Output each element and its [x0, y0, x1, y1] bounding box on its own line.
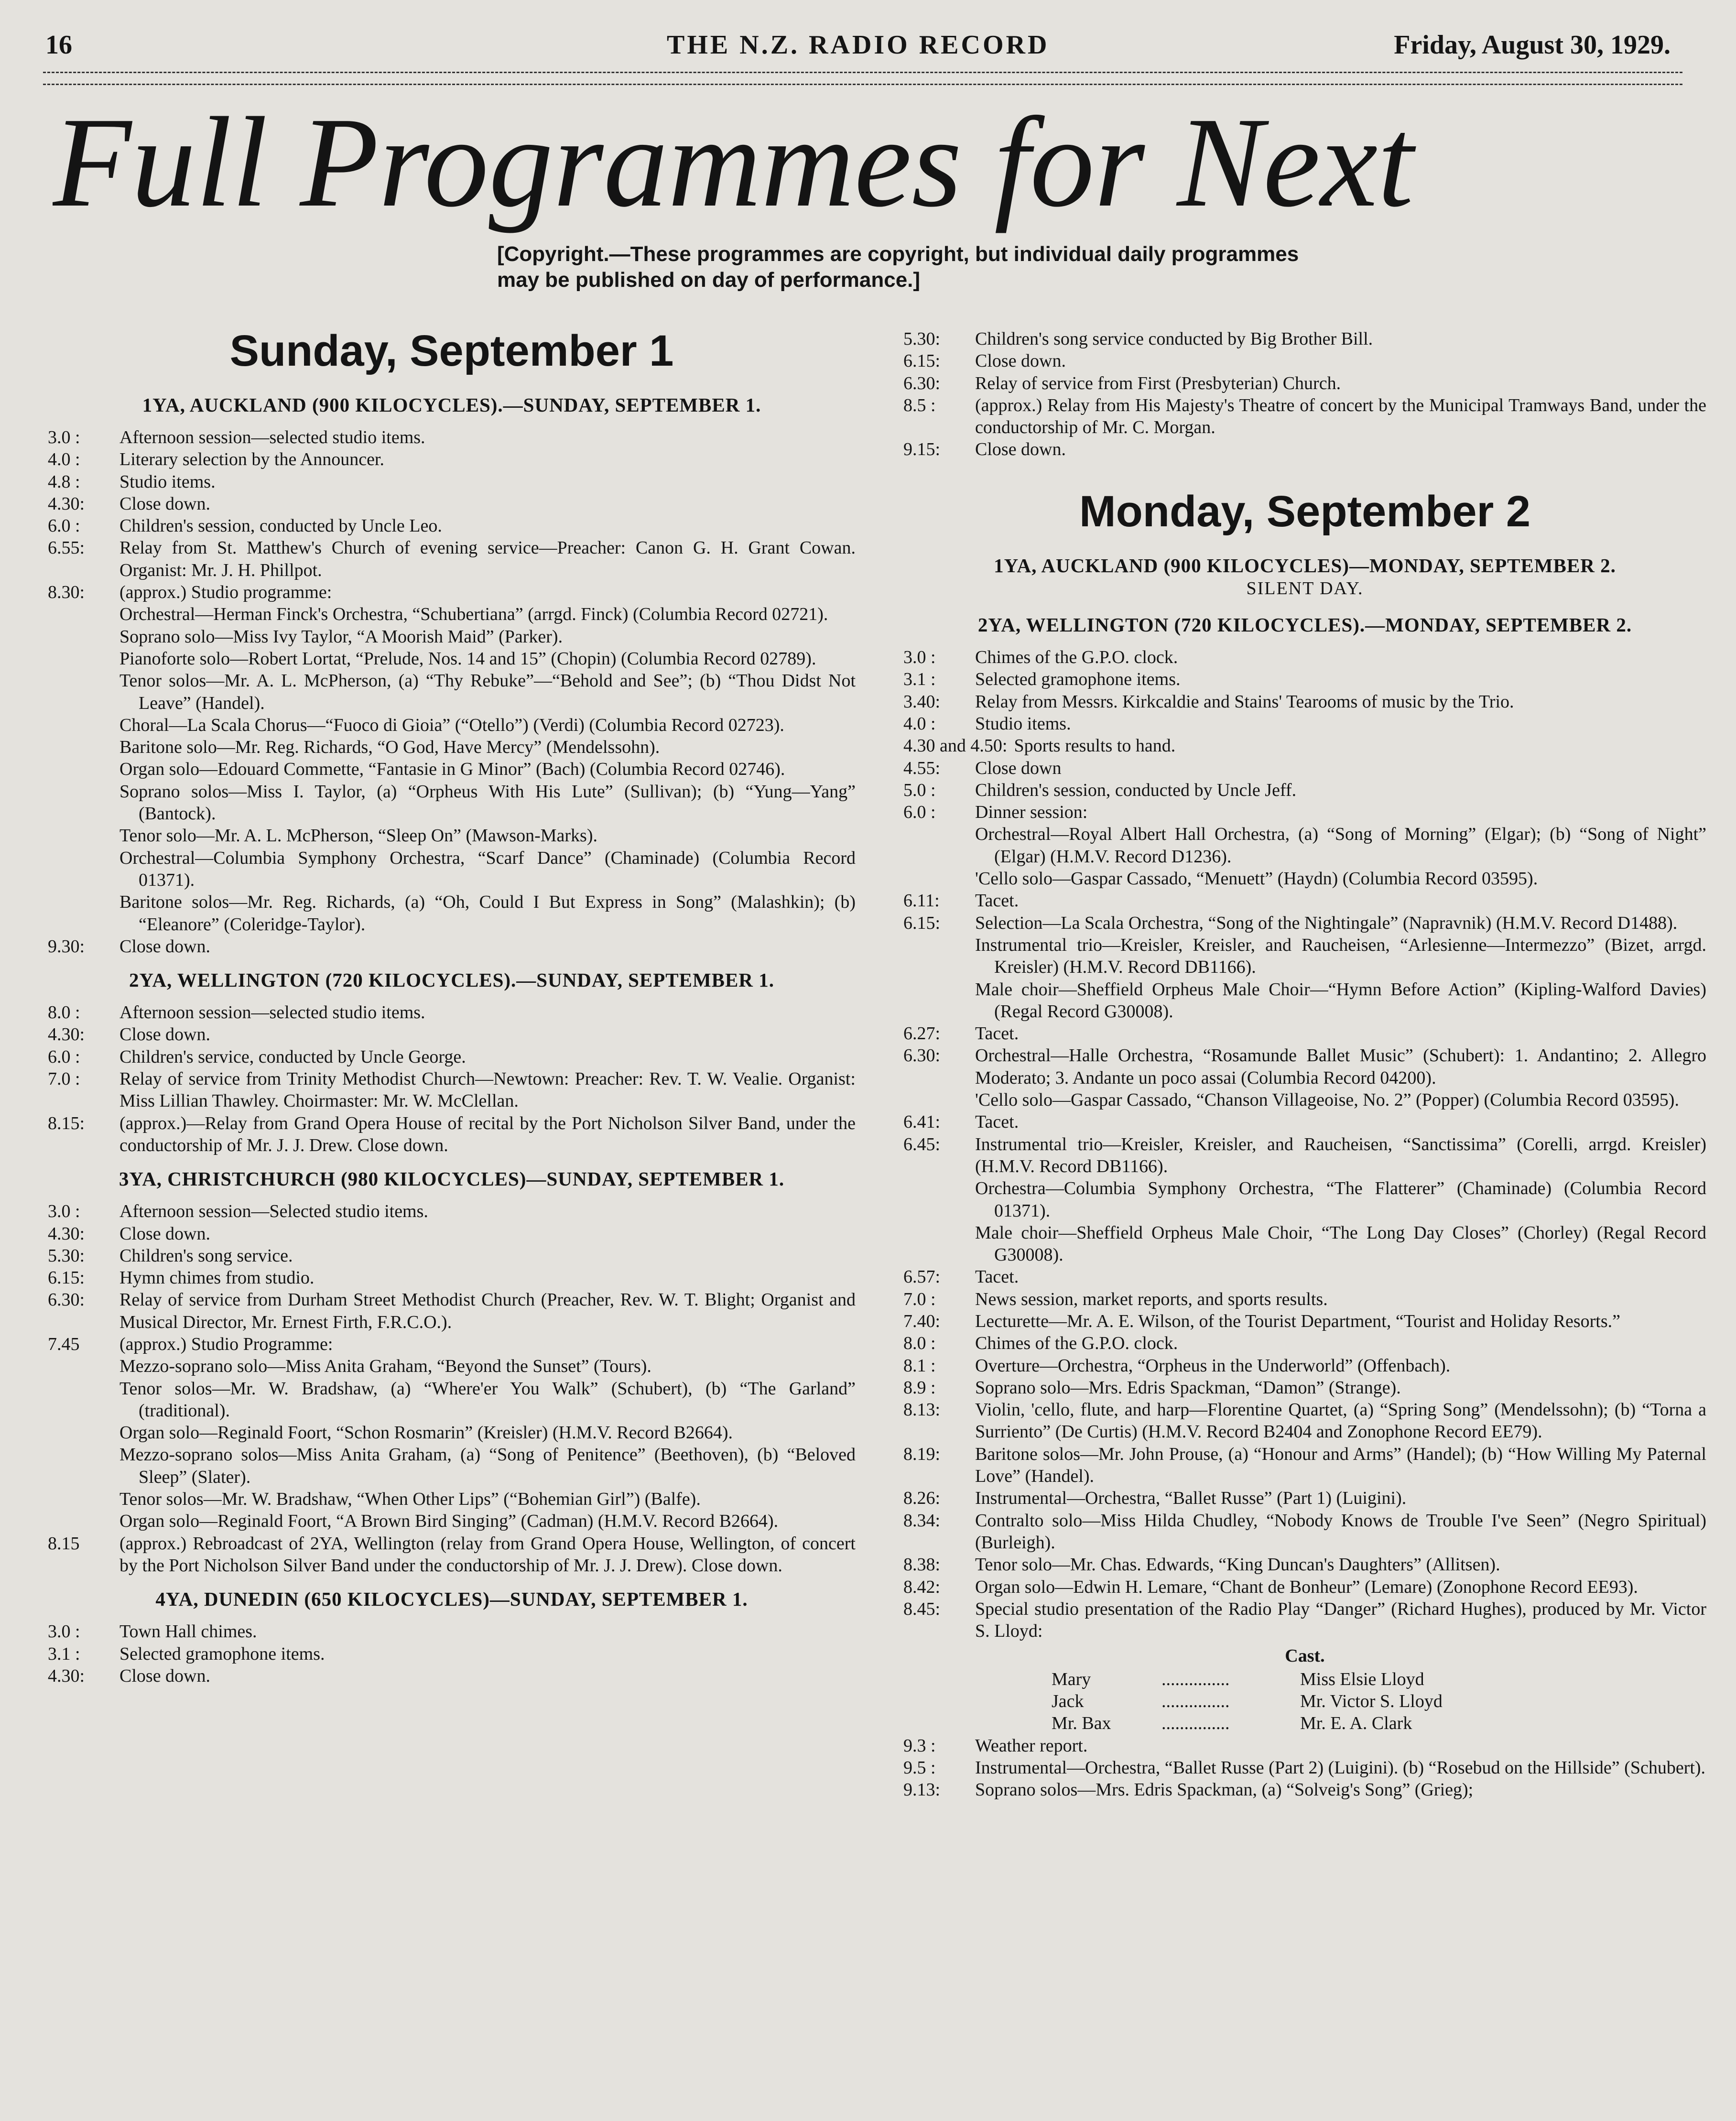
programme-entry — [903, 438, 1706, 460]
programme-item — [48, 1355, 856, 1377]
entry-time: 6.30: — [48, 1290, 85, 1310]
entry-time: 6.0 : — [48, 1046, 80, 1067]
programme-item — [48, 670, 856, 714]
programme-entry — [903, 328, 1706, 350]
entry-time: 6.15: — [903, 913, 941, 933]
programme-entry — [903, 1288, 1706, 1310]
item-text: Male choir—Sheffield Orpheus Male Choir, “The Long Day Closes” (Chorley) (Regal Record G30008). — [975, 1222, 1706, 1265]
programme-entry — [48, 1068, 856, 1112]
programme-entry — [903, 668, 1706, 690]
entry-time: 9.5 : — [903, 1757, 936, 1778]
entry-time: 8.15 — [48, 1533, 80, 1554]
programme-entry — [903, 394, 1706, 439]
programme-entry — [903, 1598, 1706, 1642]
programme-entry — [903, 890, 1706, 912]
page-header — [45, 30, 1671, 68]
programme-entry — [903, 801, 1706, 823]
programme-entry — [48, 1665, 856, 1687]
programme-item — [903, 1222, 1706, 1266]
entry-description: News session, market reports, and sports results. — [975, 1289, 1328, 1309]
entry-time: 3.0 : — [48, 1201, 80, 1222]
entry-description: Afternoon session—selected studio items. — [119, 427, 425, 447]
item-text: 'Cello solo—Gaspar Cassado, “Chanson Villageoise, No. 2” (Popper) (Columbia Record 03595). — [975, 1090, 1679, 1110]
entry-time: 8.5 : — [903, 395, 936, 415]
programme-entry — [48, 1112, 856, 1157]
entry-time: 6.27: — [903, 1023, 941, 1044]
cast-dots: ............... — [1161, 1713, 1230, 1734]
station-heading: 2YA, WELLINGTON (720 KILOCYCLES).—SUNDAY, SEPTEMBER 1. — [129, 969, 774, 991]
programme-entry — [48, 1046, 856, 1068]
programme-entry — [48, 1001, 856, 1023]
entry-time: 6.30: — [903, 1045, 941, 1066]
right-column — [903, 328, 1706, 1801]
entry-description: Selected gramophone items. — [975, 669, 1181, 690]
entry-description: Special studio presentation of the Radio Play “Danger” (Richard Hughes), produced by Mr. Victor S. Lloyd: — [975, 1599, 1706, 1642]
programme-entry — [903, 1332, 1706, 1354]
programme-entry — [903, 1443, 1706, 1488]
entry-time: 4.55: — [903, 758, 941, 778]
entry-time: 8.1 : — [903, 1355, 936, 1376]
entry-time: 6.11: — [903, 891, 940, 911]
item-text: Orchestral—Columbia Symphony Orchestra, “Scarf Dance” (Chaminade) (Columbia Record 01371). — [119, 848, 856, 890]
station-groups — [48, 393, 856, 1687]
item-text: Tenor solos—Mr. W. Bradshaw, (a) “Where'er You Walk” (Schubert), (b) “The Garland” (traditional). — [119, 1378, 856, 1421]
programme-item — [48, 603, 856, 625]
entry-description: Close down — [975, 758, 1062, 778]
entry-description: Close down. — [119, 493, 210, 514]
entry-description: Tenor solo—Mr. Chas. Edwards, “King Duncan's Daughters” (Allitsen). — [975, 1555, 1500, 1575]
programme-item — [48, 847, 856, 892]
entry-time: 8.13: — [903, 1400, 941, 1420]
entry-time: 6.57: — [903, 1267, 941, 1287]
programme-entry — [903, 1133, 1706, 1178]
entry-time: 3.1 : — [903, 669, 936, 690]
entry-time: 8.9 : — [903, 1377, 936, 1398]
programme-item — [48, 626, 856, 648]
programme-item — [48, 1422, 856, 1444]
issue-date: Friday, August 30, 1929. — [1394, 30, 1671, 60]
entry-description: Children's session, conducted by Uncle Jeff. — [975, 780, 1297, 800]
entry-description: (approx.)—Relay from Grand Opera House of recital by the Port Nicholson Silver Band, under the conductorship of Mr. J. J. Drew. Close down. — [119, 1113, 856, 1155]
programme-item — [903, 1177, 1706, 1222]
banner-title: Full Programmes for Next — [53, 91, 1414, 234]
station-heading: 4YA, DUNEDIN (650 KILOCYCLES)—SUNDAY, SEPTEMBER 1. — [155, 1588, 748, 1610]
programme-item — [48, 1488, 856, 1510]
item-text: Organ solo—Edouard Commette, “Fantasie in G Minor” (Bach) (Columbia Record 02746). — [119, 759, 785, 780]
entry-description: Instrumental—Orchestra, “Ballet Russe (Part 2) (Luigini). (b) “Rosebud on the Hillside” (Schubert). — [975, 1757, 1706, 1778]
cast-actor: Mr. E. A. Clark — [1300, 1713, 1412, 1734]
entry-description: Orchestral—Halle Orchestra, “Rosamunde Ballet Music” (Schubert): 1. Andantino; 2. Allegro Moderato; 3. Andante un poco assai (Columbia Record 04200). — [975, 1045, 1706, 1088]
item-text: Tenor solos—Mr. W. Bradshaw, “When Other Lips” (“Bohemian Girl”) (Balfe). — [119, 1489, 701, 1510]
entry-description: Hymn chimes from studio. — [119, 1268, 315, 1288]
cast-actor: Miss Elsie Lloyd — [1300, 1669, 1424, 1689]
entry-description: Children's song service. — [119, 1245, 293, 1266]
programme-item — [903, 823, 1706, 868]
entry-description: Relay of service from First (Presbyterian) Church. — [975, 373, 1341, 393]
entry-description: Baritone solos—Mr. John Prouse, (a) “Honour and Arms” (Handel); (b) “How Willing My Paternal Love” (Handel). — [975, 1444, 1706, 1487]
entry-description: Close down. — [119, 1665, 210, 1686]
entry-description: (approx.) Relay from His Majesty's Theatre of concert by the Municipal Tramways Band, under the conductorship of Mr. C. Morgan. — [975, 395, 1706, 438]
station-heading: 3YA, CHRISTCHURCH (980 KILOCYCLES)—SUNDAY, SEPTEMBER 1. — [119, 1168, 785, 1190]
station-heading-2ya-monday: 2YA, WELLINGTON (720 KILOCYCLES).—MONDAY, SEPTEMBER 2. — [977, 614, 1632, 636]
programme-entry — [48, 1333, 856, 1355]
programme-item — [903, 868, 1706, 890]
entry-time: 5.0 : — [903, 780, 936, 800]
programme-item — [48, 736, 856, 758]
entry-description: Tacet. — [975, 891, 1019, 911]
silent-day-note: SILENT DAY. — [1246, 578, 1364, 598]
copyright-notice: [Copyright.—These programmes are copyright, but individual daily programmes may be published on day of performance.] — [497, 242, 1299, 292]
item-text: Pianoforte solo—Robert Lortat, “Prelude, Nos. 14 and 15” (Chopin) (Columbia Record 02789). — [119, 648, 816, 669]
cast-row — [903, 1668, 1706, 1690]
programme-entry — [48, 1245, 856, 1267]
programme-entry — [48, 493, 856, 515]
entry-time: 4.30: — [48, 493, 85, 514]
entry-time: 7.0 : — [903, 1289, 936, 1309]
entry-description: Afternoon session—Selected studio items. — [119, 1201, 428, 1222]
programme-entry — [903, 735, 1706, 757]
header-rule-lower — [43, 84, 1682, 85]
cast-row — [903, 1690, 1706, 1712]
entry-time: 3.0 : — [48, 1621, 80, 1642]
entry-time: 6.15: — [48, 1268, 85, 1288]
programme-item — [903, 1089, 1706, 1111]
programme-entry — [48, 515, 856, 537]
entry-time: 8.26: — [903, 1488, 941, 1509]
programme-entry — [48, 1200, 856, 1222]
entry-description: Relay of service from Trinity Methodist Church—Newtown: Preacher: Rev. T. W. Vealie. Organist: Miss Lillian Thawley. Choirmaster: Mr. W. McClellan. — [119, 1069, 856, 1111]
item-text: Tenor solo—Mr. A. L. McPherson, “Sleep On” (Mawson-Marks). — [119, 826, 597, 846]
entry-description: Close down. — [975, 439, 1066, 460]
item-text: Orchestra—Columbia Symphony Orchestra, “The Flatterer” (Chaminade) (Columbia Record 01371). — [975, 1178, 1706, 1221]
entry-description: Lecturette—Mr. A. E. Wilson, of the Tourist Department, “Tourist and Holiday Resorts.” — [975, 1311, 1620, 1331]
item-text: Male choir—Sheffield Orpheus Male Choir—“Hymn Before Action” (Kipling-Walford Davies) (Regal Record G30008). — [975, 979, 1706, 1022]
programme-item — [48, 891, 856, 935]
entry-description: Tacet. — [975, 1112, 1019, 1132]
programme-entry — [903, 1554, 1706, 1576]
entry-time: 8.0 : — [903, 1333, 936, 1354]
entry-description: Chimes of the G.P.O. clock. — [975, 647, 1178, 668]
station-heading: 1YA, AUCKLAND (900 KILOCYCLES).—SUNDAY, SEPTEMBER 1. — [142, 394, 761, 416]
entry-time: 8.0 : — [48, 1002, 80, 1023]
item-text: Instrumental trio—Kreisler, Kreisler, and Raucheisen, “Arlesienne—Intermezzo” (Bizet, arrgd. Kreisler) (H.M.V. Record DB1166). — [975, 935, 1706, 978]
entry-time: 8.19: — [903, 1444, 941, 1464]
programme-entry — [48, 935, 856, 957]
entry-description: Instrumental—Orchestra, “Ballet Russe” (Part 1) (Luigini). — [975, 1488, 1407, 1509]
entry-description: Overture—Orchestra, “Orpheus in the Underworld” (Offenbach). — [975, 1355, 1451, 1376]
entry-time: 7.0 : — [48, 1069, 80, 1089]
item-text: Organ solo—Reginald Foort, “A Brown Bird Singing” (Cadman) (H.M.V. Record B2664). — [119, 1511, 779, 1532]
entry-description: Instrumental trio—Kreisler, Kreisler, and Raucheisen, “Sanctissima” (Corelli, arrgd. Kreisler) (H.M.V. Record DB1166). — [975, 1134, 1706, 1176]
day-heading-monday: Monday, September 2 — [1079, 487, 1531, 536]
item-text: Soprano solos—Miss I. Taylor, (a) “Orpheus With His Lute” (Sullivan); (b) “Yung—Yang” (Bantock). — [119, 781, 856, 824]
carryover-listing — [903, 328, 1706, 461]
cast-role: Jack — [1052, 1691, 1084, 1712]
cast-dots: ............... — [1161, 1669, 1230, 1689]
entry-time: 9.3 : — [903, 1735, 936, 1756]
entry-time: 6.0 : — [903, 802, 936, 823]
programme-entry — [903, 1022, 1706, 1044]
programme-entry — [903, 1399, 1706, 1443]
programme-item — [48, 825, 856, 847]
paper-title: THE N.Z. RADIO RECORD — [667, 30, 1050, 60]
entry-time: 5.30: — [903, 329, 941, 349]
entry-description: Soprano solo—Mrs. Edris Spackman, “Damon” (Strange). — [975, 1377, 1401, 1398]
programme-entry — [48, 426, 856, 448]
entry-time: 6.30: — [903, 373, 941, 393]
entry-description: Literary selection by the Announcer. — [119, 449, 384, 470]
header-rule — [43, 72, 1682, 73]
entry-description: Soprano solos—Mrs. Edris Spackman, (a) “Solveig's Song” (Grieg); — [975, 1780, 1474, 1800]
entry-description: Afternoon session—selected studio items. — [119, 1002, 425, 1023]
programme-entry — [903, 1310, 1706, 1332]
item-text: Mezzo-soprano solos—Miss Anita Graham, (a) “Song of Penitence” (Beethoven), (b) “Beloved Sleep” (Slater). — [119, 1445, 856, 1487]
entry-description: Organ solo—Edwin H. Lemare, “Chant de Bonheur” (Lemare) (Zonophone Record EE93). — [975, 1577, 1638, 1597]
entry-time: 6.0 : — [48, 516, 80, 536]
cast-row — [903, 1712, 1706, 1734]
programme-item — [48, 714, 856, 736]
entry-time: 6.41: — [903, 1112, 941, 1132]
entry-time: 3.40: — [903, 691, 941, 712]
programme-entry — [48, 1267, 856, 1289]
entry-time: 4.8 : — [48, 471, 80, 492]
entry-time: 3.0 : — [48, 427, 80, 447]
entry-time: 6.15: — [903, 351, 941, 371]
entry-description: (approx.) Studio programme: — [119, 582, 332, 603]
item-text: Organ solo—Reginald Foort, “Schon Rosmarin” (Kreisler) (H.M.V. Record B2664). — [119, 1423, 733, 1443]
page-number: 16 — [45, 30, 72, 60]
entry-description: Tacet. — [975, 1267, 1019, 1287]
entry-description: Children's song service conducted by Big Brother Bill. — [975, 329, 1373, 349]
entry-description: Close down. — [119, 1024, 210, 1045]
station-group — [48, 1167, 856, 1577]
programme-entry — [903, 1355, 1706, 1377]
programme-entry — [48, 448, 856, 470]
cast-dots: ............... — [1161, 1691, 1230, 1712]
entry-description: Violin, 'cello, flute, and harp—Florentine Quartet, (a) “Spring Song” (Mendelssohn); (b) “Torna a Surriento” (De Curtis) (H.M.V. Record B2404 and Zonophone Record EE79). — [975, 1400, 1706, 1442]
station-heading-1ya-monday: 1YA, AUCKLAND (900 KILOCYCLES)—MONDAY, SEPTEMBER 2. — [994, 554, 1616, 576]
entry-time: 7.45 — [48, 1334, 80, 1354]
entry-description: Town Hall chimes. — [119, 1621, 257, 1642]
item-text: Mezzo-soprano solo—Miss Anita Graham, “Beyond the Sunset” (Tours). — [119, 1356, 651, 1377]
programme-entry — [903, 691, 1706, 713]
programme-entry — [903, 1487, 1706, 1509]
entry-description: Relay of service from Durham Street Methodist Church (Preacher, Rev. W. T. Blight; Organist and Musical Director, Mr. Ernest Firth, F.R.C.O.). — [119, 1290, 856, 1332]
entry-description: Close down. — [119, 936, 210, 957]
programme-entry — [903, 1266, 1706, 1288]
item-text: Orchestral—Royal Albert Hall Orchestra, (a) “Song of Morning” (Elgar); (b) “Song of Night” (Elgar) (H.M.V. Record D1236). — [975, 824, 1706, 867]
entry-time: 8.38: — [903, 1555, 941, 1575]
entry-time: 8.45: — [903, 1599, 941, 1619]
entry-description: Selected gramophone items. — [119, 1643, 325, 1664]
programme-entry — [903, 1576, 1706, 1598]
entry-description: Contralto solo—Miss Hilda Chudley, “Nobody Knows de Trouble I've Seen” (Negro Spiritual) (Burleigh). — [975, 1510, 1706, 1553]
entry-description: Chimes of the G.P.O. clock. — [975, 1333, 1178, 1354]
entry-time: 8.30: — [48, 582, 85, 603]
programme-entry — [48, 1289, 856, 1333]
day-heading-sunday: Sunday, September 1 — [229, 326, 674, 375]
entry-description: Studio items. — [119, 471, 216, 492]
entry-description: Weather report. — [975, 1735, 1088, 1756]
programme-entry — [48, 1643, 856, 1665]
entry-description: Close down. — [119, 1223, 210, 1244]
item-text: Choral—La Scala Chorus—“Fuoco di Gioia” (“Otello”) (Verdi) (Columbia Record 02723). — [119, 715, 784, 735]
programme-entry — [903, 779, 1706, 801]
station-group — [48, 393, 856, 957]
entry-time: 4.30: — [48, 1223, 85, 1244]
item-text: Baritone solos—Mr. Reg. Richards, (a) “Oh, Could I But Express in Song” (Malashkin); (b) “Eleanore” (Coleridge-Taylor). — [119, 892, 856, 935]
entry-time: 8.15: — [48, 1113, 85, 1133]
entry-description: Children's session, conducted by Uncle Leo. — [119, 516, 442, 536]
left-column — [48, 311, 856, 1687]
entry-description: Relay from St. Matthew's Church of evening service—Preacher: Canon G. H. Grant Cowan. Organist: Mr. J. H. Phillpot. — [119, 538, 856, 580]
entry-time: 5.30: — [48, 1245, 85, 1266]
item-text: Orchestral—Herman Finck's Orchestra, “Schubertiana” (arrgd. Finck) (Columbia Record 02721). — [119, 604, 828, 625]
programme-entry — [903, 350, 1706, 372]
item-text: Soprano solo—Miss Ivy Taylor, “A Moorish Maid” (Parker). — [119, 626, 563, 647]
programme-entry — [903, 646, 1706, 668]
entry-description: (approx.) Rebroadcast of 2YA, Wellington (relay from Grand Opera House, Wellington, of concert by the Port Nicholson Silver Band under the conductorship of Mr. J. J. Drew). Close down. — [119, 1533, 856, 1576]
programme-entry — [903, 713, 1706, 735]
entry-description: Dinner session: — [975, 802, 1088, 823]
entry-time: 4.30: — [48, 1024, 85, 1045]
station-group — [48, 968, 856, 1156]
programme-item — [48, 1510, 856, 1532]
programme-entry — [903, 372, 1706, 394]
entry-description: Close down. — [975, 351, 1066, 371]
programme-entry — [903, 1111, 1706, 1133]
programme-entry — [48, 1223, 856, 1245]
programme-entry — [903, 757, 1706, 779]
item-text: Tenor solos—Mr. A. L. McPherson, (a) “Thy Rebuke”—“Behold and See”; (b) “Thou Didst Not Leave” (Handel). — [119, 671, 856, 713]
entry-time: 4.0 : — [903, 713, 936, 734]
entry-description: Sports results to hand. — [1014, 736, 1176, 756]
entry-time: 9.30: — [48, 936, 85, 957]
entry-time: 8.42: — [903, 1577, 941, 1597]
entry-time: 4.0 : — [48, 449, 80, 470]
programme-item — [903, 979, 1706, 1023]
programme-entry — [903, 1510, 1706, 1554]
cast-role: Mary — [1052, 1669, 1091, 1689]
cast-actor: Mr. Victor S. Lloyd — [1300, 1691, 1443, 1712]
programme-entry — [903, 1044, 1706, 1089]
programme-entry — [48, 537, 856, 581]
station-group — [48, 1587, 856, 1687]
entry-time: 6.55: — [48, 538, 85, 558]
programme-entry — [48, 1533, 856, 1577]
programme-entry — [903, 1779, 1706, 1801]
entry-description: Studio items. — [975, 713, 1071, 734]
entry-description: Tacet. — [975, 1023, 1019, 1044]
programme-entry — [903, 912, 1706, 934]
entry-description: Relay from Messrs. Kirkcaldie and Stains' Tearooms of music by the Trio. — [975, 691, 1514, 712]
programme-entry — [903, 1735, 1706, 1757]
entry-description: (approx.) Studio Programme: — [119, 1334, 333, 1354]
programme-item — [48, 781, 856, 825]
programme-entry — [48, 471, 856, 493]
monday-listing — [903, 646, 1706, 1801]
programme-item — [903, 934, 1706, 979]
item-text: 'Cello solo—Gaspar Cassado, “Menuett” (Haydn) (Columbia Record 03595). — [975, 869, 1538, 889]
entry-time: 3.1 : — [48, 1643, 80, 1664]
entry-time: 8.34: — [903, 1510, 941, 1531]
entry-time: 9.13: — [903, 1780, 941, 1800]
programme-entry — [903, 1377, 1706, 1399]
programme-item — [48, 1378, 856, 1422]
item-text: Baritone solo—Mr. Reg. Richards, “O God, Have Mercy” (Mendelssohn). — [119, 737, 660, 758]
programme-item — [48, 1444, 856, 1488]
programme-entry — [48, 1023, 856, 1045]
entry-time: 7.40: — [903, 1311, 941, 1331]
cast-role: Mr. Bax — [1052, 1713, 1111, 1734]
entry-time: 4.30: — [48, 1665, 85, 1686]
entry-time: 4.30 and 4.50: — [903, 736, 1008, 756]
entry-description: Selection—La Scala Orchestra, “Song of the Nightingale” (Napravnik) (H.M.V. Record D1488). — [975, 913, 1678, 933]
programme-entry — [903, 1757, 1706, 1779]
entry-time: 6.45: — [903, 1134, 941, 1154]
programme-entry — [48, 581, 856, 603]
programme-item — [48, 758, 856, 780]
entry-description: Children's service, conducted by Uncle George. — [119, 1046, 466, 1067]
entry-time: 9.15: — [903, 439, 941, 460]
programme-item — [48, 648, 856, 670]
cast-title: Cast. — [1285, 1646, 1325, 1666]
entry-time: 3.0 : — [903, 647, 936, 668]
programme-entry — [48, 1621, 856, 1642]
